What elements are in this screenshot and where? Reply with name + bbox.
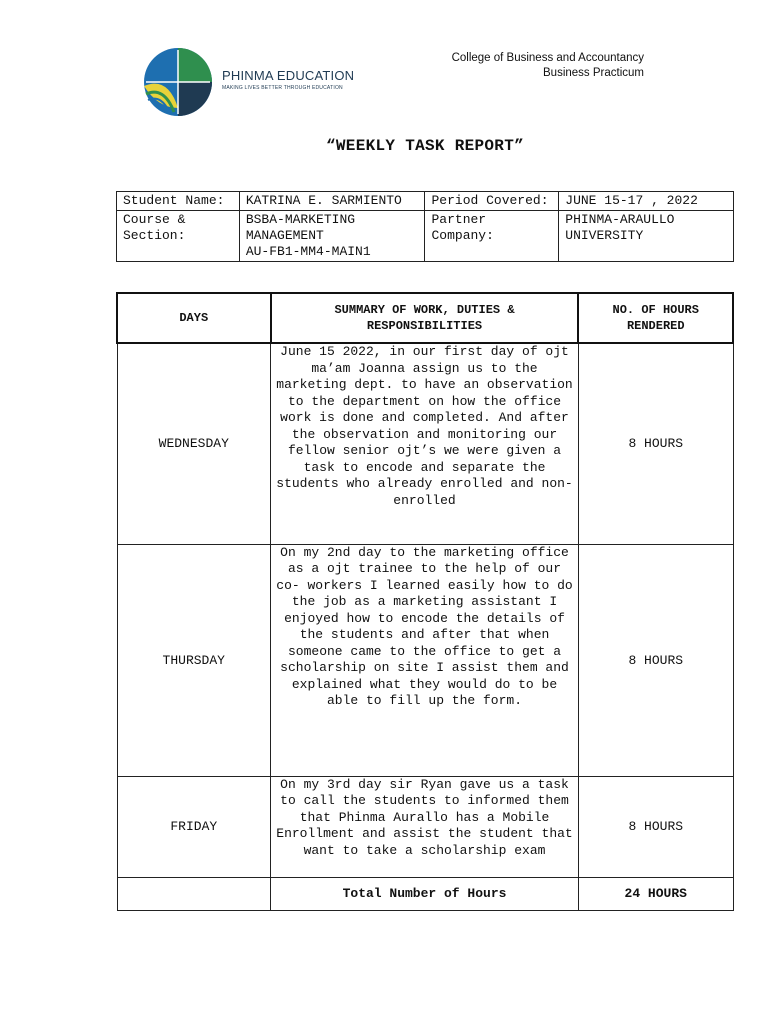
- hours-cell: 8 HOURS: [578, 343, 733, 544]
- table-row: [117, 343, 733, 544]
- college-name: College of Business and Accountancy: [451, 52, 644, 64]
- logo-tagline: MAKING LIVES BETTER THROUGH EDUCATION: [222, 85, 343, 91]
- total-value: 24 HOURS: [578, 877, 733, 910]
- summary-cell: On my 2nd day to the marketing office as a ojt trainee to the help of our co- workers I learned easily how to do the job as a marketing assistant I enjoyed how to encode the details of the students and after that when someone came to the office to get a scholarship on site I assist them and explained what they would do to be able to fill up the form.: [271, 544, 579, 776]
- summary-cell: June 15 2022, in our first day of ojt ma’am Joanna assign us to the marketing dept. to have an observation to the department on how the office work is done and completed. And after the observation and monitoring our fellow senior ojt’s we were given a task to encode and separate the students who already enrolled and non-enrolled: [271, 343, 579, 544]
- header-days: DAYS: [117, 293, 271, 343]
- task-report-table: [116, 292, 734, 911]
- table-row: [117, 544, 733, 776]
- section-code: AU-FB1-MM4-MAIN1: [245, 244, 371, 259]
- student-info-table: [116, 191, 734, 262]
- hours-cell: 8 HOURS: [578, 544, 733, 776]
- table-row: [117, 776, 733, 877]
- student-name-value: KATRINA E. SARMIENTO: [239, 192, 425, 211]
- document-header: [452, 51, 644, 81]
- course-value: [239, 211, 425, 262]
- total-empty-cell: [117, 877, 271, 910]
- partner-value: PHINMA-ARAULLO UNIVERSITY: [559, 211, 734, 262]
- summary-cell: On my 3rd day sir Ryan gave us a task to call the students to informed them that Phinma Aurallo has a Mobile Enrollment and assist the student that want to take a scholarship exam: [271, 776, 579, 877]
- page-title: “WEEKLY TASK REPORT”: [325, 137, 525, 155]
- student-name-label: Student Name:: [117, 192, 240, 211]
- logo-name: PHINMA EDUCATION: [222, 68, 355, 83]
- total-label: Total Number of Hours: [271, 877, 579, 910]
- period-label: Period Covered:: [425, 192, 559, 211]
- info-row: [117, 211, 734, 262]
- course-name: BSBA-MARKETING MANAGEMENT: [245, 212, 356, 243]
- program-name: Business Practicum: [543, 67, 644, 79]
- info-row: [117, 192, 734, 211]
- header-summary: SUMMARY OF WORK, DUTIES & RESPONSIBILITIES: [271, 293, 579, 343]
- phinma-logo: [116, 44, 372, 120]
- header-hours: NO. OF HOURS RENDERED: [578, 293, 733, 343]
- day-cell: WEDNESDAY: [117, 343, 271, 544]
- period-value: JUNE 15-17 , 2022: [559, 192, 734, 211]
- table-header-row: [117, 293, 733, 343]
- partner-label: Partner Company:: [425, 211, 559, 262]
- phinma-emblem-icon: [138, 46, 216, 118]
- total-row: [117, 877, 733, 910]
- course-label: Course & Section:: [117, 211, 240, 262]
- day-cell: FRIDAY: [117, 776, 271, 877]
- day-cell: THURSDAY: [117, 544, 271, 776]
- hours-cell: 8 HOURS: [578, 776, 733, 877]
